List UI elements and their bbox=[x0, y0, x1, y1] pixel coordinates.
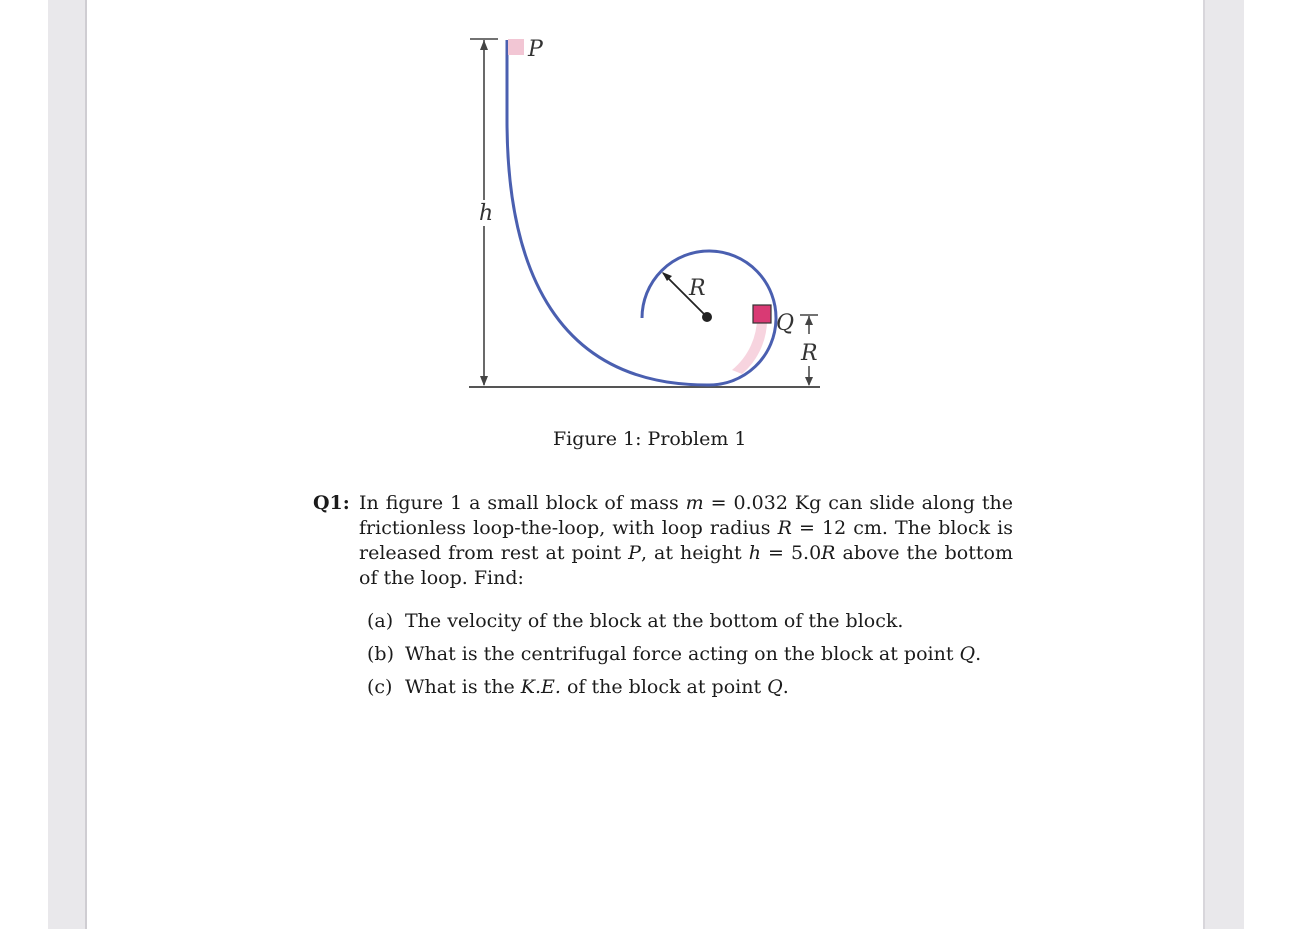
figure-caption: Figure 1: Problem 1 bbox=[553, 428, 747, 450]
h-arrow-down bbox=[480, 376, 488, 386]
h-label: h bbox=[479, 201, 494, 226]
question-parts bbox=[367, 609, 981, 708]
viewer-right-gutter bbox=[1203, 0, 1244, 929]
question-number: Q1: bbox=[313, 492, 350, 514]
pdf-page bbox=[87, 0, 1203, 929]
question-body: In figure 1 a small block of mass m = 0.032 Kg can slide along the frictionless loop-the-loop, with loop radius R = 12 cm. The block is released from rest at point P, at height h = 5.0R above the bottom of the loop. Find: bbox=[359, 492, 1013, 589]
radius-label: R bbox=[689, 276, 706, 301]
part-b: (b) What is the centrifugal force acting on the block at point Q. bbox=[367, 643, 982, 665]
question-1 bbox=[313, 491, 1013, 591]
part-a: (a) The velocity of the block at the bottom of the block. bbox=[367, 610, 904, 632]
viewer-left-gutter bbox=[48, 0, 87, 929]
R-height-label: R bbox=[801, 341, 818, 366]
h-arrow-up bbox=[480, 40, 488, 50]
block-at-P-ghost bbox=[508, 39, 524, 55]
block-at-Q bbox=[753, 305, 771, 323]
point-Q-label: Q bbox=[776, 311, 795, 336]
part-c: (c) What is the K.E. of the block at point Q. bbox=[367, 676, 789, 698]
loop-track bbox=[507, 40, 776, 385]
block-path-shading bbox=[732, 315, 767, 374]
R-height-arrow-down bbox=[805, 377, 813, 386]
R-height-arrow-up bbox=[805, 316, 813, 325]
loop-the-loop-figure bbox=[87, 0, 1203, 420]
loop-center-dot bbox=[702, 312, 712, 322]
point-P-label: P bbox=[528, 37, 543, 62]
